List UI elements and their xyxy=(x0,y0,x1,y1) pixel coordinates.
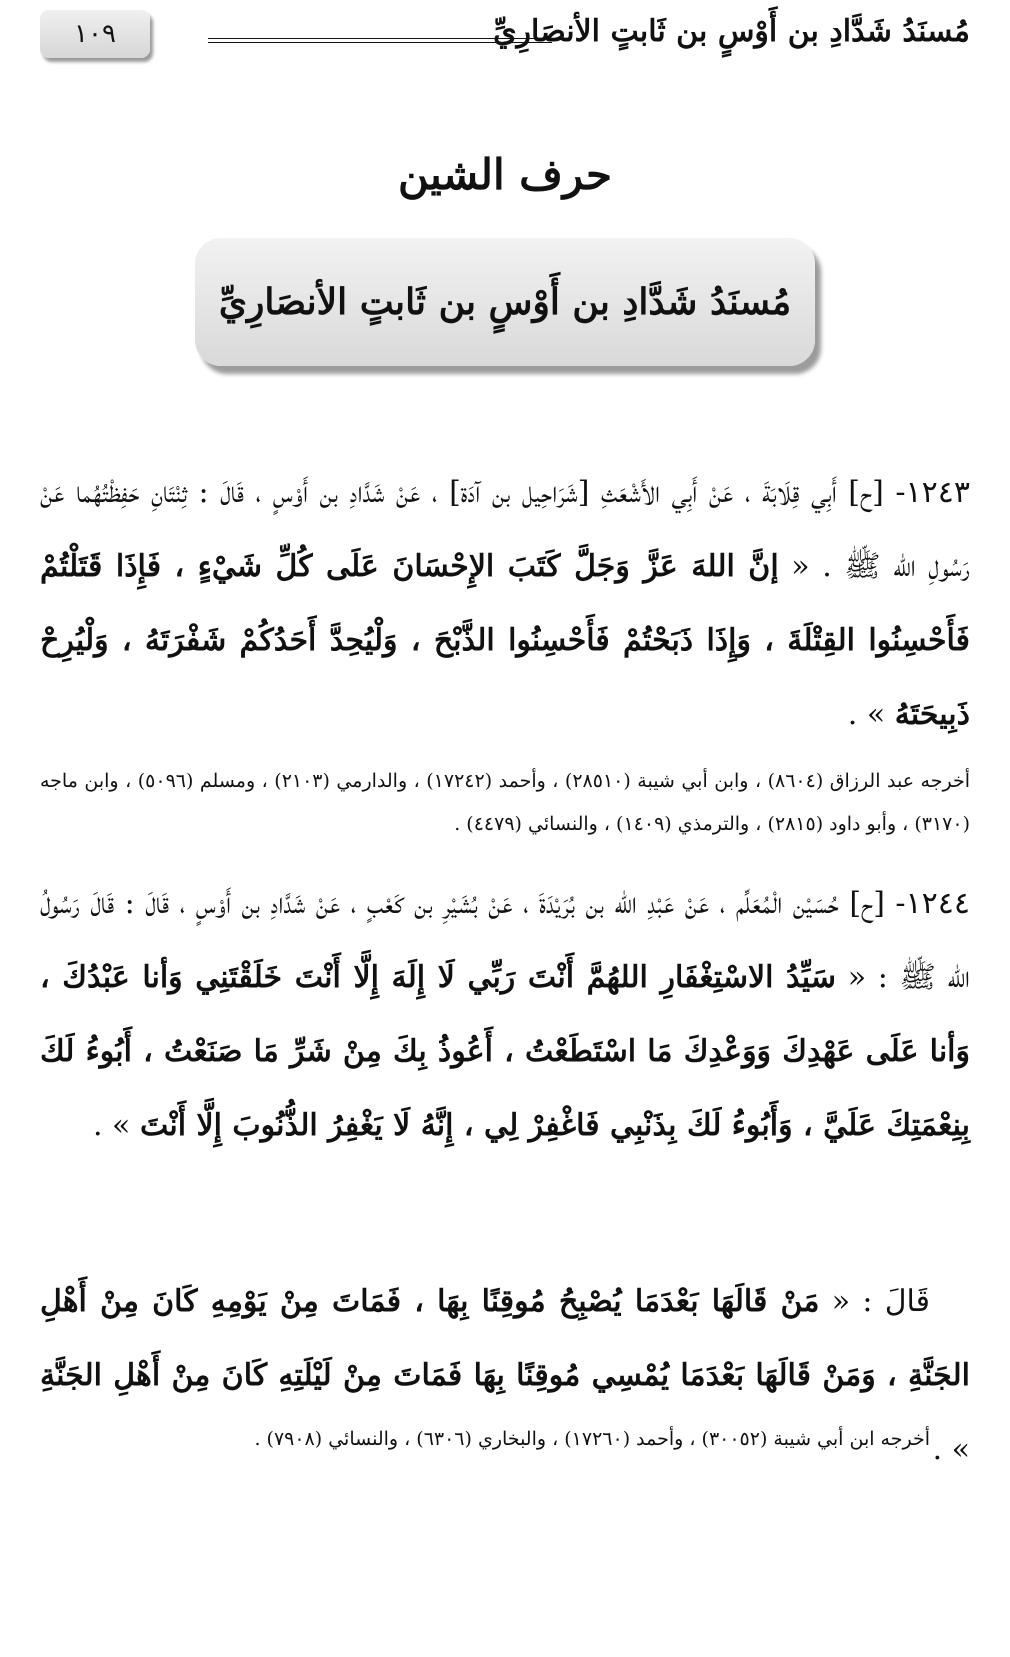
header-rule xyxy=(208,38,552,43)
saying-closing: » . xyxy=(932,1432,970,1467)
running-title: مُسنَدُ شَدَّادِ بن أَوْسٍ بن ثَابتٍ الأنصَارِيِّ xyxy=(493,14,970,49)
hadith-1244 xyxy=(40,867,970,1163)
running-header xyxy=(40,8,970,58)
saying-intro: قَالَ : « xyxy=(831,1284,930,1319)
hadith-1243 xyxy=(40,456,970,752)
hadith-number: ١٢٤٤- xyxy=(895,886,970,921)
hadith-closing: » . xyxy=(847,697,886,732)
page-number: ١٠٩ xyxy=(74,19,116,49)
hadith-matn: سَيِّدُ الاسْتِغْفَارِ اللهُمَّ أَنْتَ رَبِّي لَا إِلَهَ إِلَّا أَنْتَ خَلَقْتَنِي وَأنا عَبْدُكَ ، وَأنا عَلَى عَهْدِكَ وَوَعْدِكَ مَا اسْتَطَعْتُ ، أَعُوذُ بِكَ مِنْ شَرِّ مَا صَنَعْتُ ، أَبُوءُ لَكَ بِنِعْمَتِكَ عَلَيَّ ، وَأَبُوءُ لَكَ بِذَنْبِي فَاغْفِرْ لِي ، إِنَّهُ لَا يَغْفِرُ الذُّنُوبَ إِلَّا أَنْتَ xyxy=(40,960,970,1143)
hadith-isnad: [ح] حُسَيْن الْمُعَلِّم ، عَنْ عَبْدِ الله بن بُرَيْدَةَ ، عَنْ بُشَيْرِ بن كَعْبٍ ، عَنْ شَدَّادِ بن أَوْسٍ ، قَالَ : قَالَ رَسُولُ الله ﷺ : « xyxy=(40,886,970,995)
chapter-heading: حرف الشين xyxy=(398,150,612,199)
section-title-box xyxy=(195,238,815,366)
hadith-isnad: [ح] أَبِي قِلَابَةَ ، عَنْ أَبِي الأَشْعَثِ [شَرَاحِيل بن آدَة] ، عَنْ شَدَّادِ بن أَوْسٍ ، قَالَ : ثِنْتَانِ حَفِظْتُهُما عَنْ رَسُولِ الله ﷺ . « xyxy=(40,475,970,584)
section-title: مُسنَدُ شَدَّادِ بن أَوْسٍ بن ثَابتٍ الأنصَارِيِّ xyxy=(218,281,792,323)
hadith-matn: إنَّ اللهَ عَزَّ وَجَلَّ كَتَبَ الإِحْسَانَ عَلَى كُلِّ شَيْءٍ ، فَإِذَا قَتَلْتُمْ فَأَحْسِنُوا القِتْلَةَ ، وَإِذَا ذَبَحْتُمْ فَأَحْسِنُوا الذَّبْحَ ، وَلْيُحِدَّ أَحَدُكُمْ شَفْرَتَهُ ، وَلْيُرِحْ ذَبِيحَتَهُ xyxy=(40,549,970,732)
saying-text: مَنْ قَالَهَا بَعْدَمَا يُصْبِحُ مُوقِنًا بِهَا ، فَمَاتَ مِنْ يَوْمِهِ كَانَ مِنْ أَهْلِ الجَنَّةِ ، وَمَنْ قَالَهَا بَعْدَمَا يُمْسِي مُوقِنًا بِهَا فَمَاتَ مِنْ لَيْلَتِهِ كَانَ مِنْ أَهْلِ الجَنَّةِ xyxy=(40,1284,970,1393)
hadith-closing: » . xyxy=(92,1108,131,1143)
page-number-badge xyxy=(40,10,150,58)
takhrij-1244: أخرجه ابن أبي شيبة (٣٠٠٥٢) ، وأحمد (١٧٢٦٠) ، والبخاري (٦٣٠٦) ، والنسائي (٧٩٠٨) . xyxy=(254,1428,930,1450)
takhrij-1243: أخرجه عبد الرزاق (٨٦٠٤) ، وابن أبي شيبة (٢٨٥١٠) ، وأحمد (١٧٢٤٢) ، والدارمي (٢١٠٣) ، ومسلم (٥٠٩٦) ، وابن ماجه (٣١٧٠) ، وأبو داود (٢٨١٥) ، والترمذي (١٤٠٩) ، والنسائي (٤٤٧٩) . xyxy=(40,770,970,835)
hadith-number: ١٢٤٣- xyxy=(895,475,970,510)
